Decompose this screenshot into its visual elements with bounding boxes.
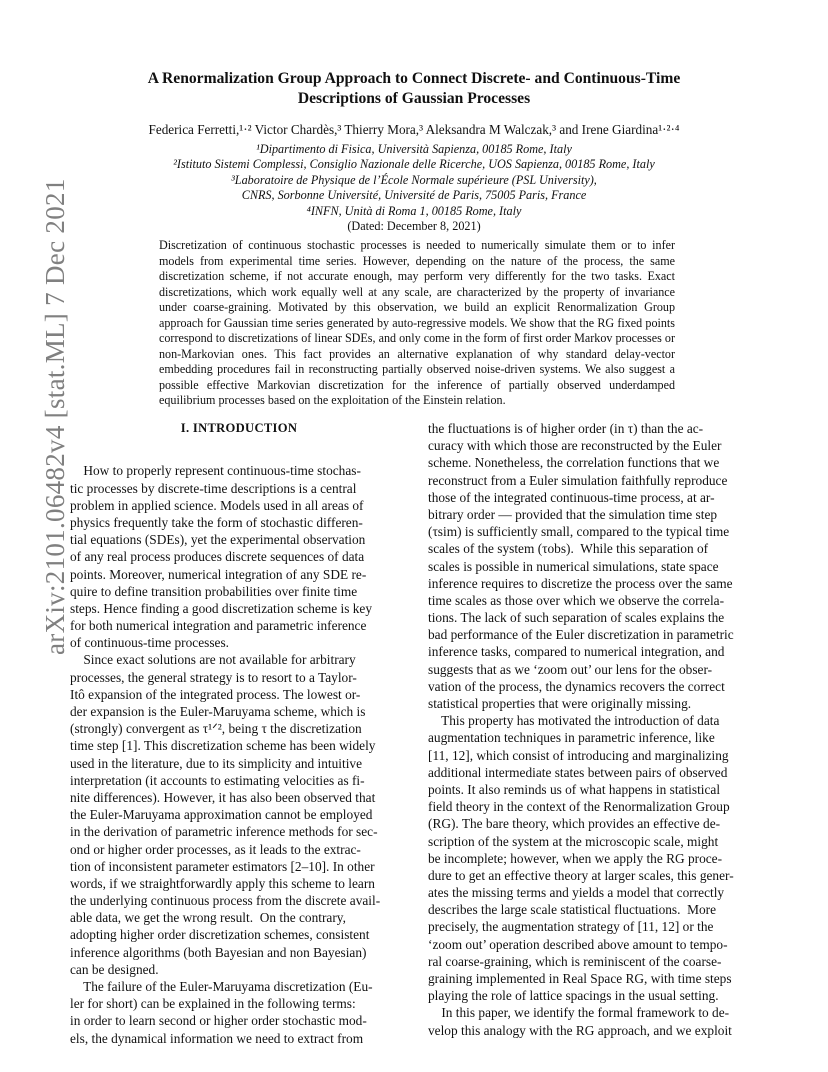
text-line: for both numerical integration and parametric inference — [70, 618, 367, 634]
text-line: able data, we get the wrong result. On the contrary, — [70, 910, 346, 926]
text-line: the Euler-Maruyama approximation cannot be employed — [70, 807, 373, 823]
left-column — [70, 420, 408, 1047]
text-line: inference tasks, compared to numerical integration, and — [428, 644, 725, 660]
affiliation-4: ⁴INFN, Unità di Roma 1, 00185 Rome, Italy — [306, 203, 522, 218]
text-line: This property has motivated the introduction of data — [428, 713, 720, 729]
text-line: der expansion is the Euler-Maruyama scheme, which is — [70, 704, 366, 719]
text-line: field theory in the context of the Renormalization Group — [428, 799, 730, 815]
text-line: The failure of the Euler-Maruyama discretization (Eu- — [70, 979, 373, 994]
text-line: describes the large scale statistical fluctuations. More — [428, 902, 717, 918]
text-line: quire to define transition probabilities over finite time — [70, 583, 358, 599]
text-line: physics frequently take the form of stochastic differen- — [70, 514, 363, 530]
text-line: those of the integrated continuous-time process, at ar- — [428, 489, 715, 505]
right-column — [428, 420, 766, 1039]
text-line: curacy with which those are reconstructed by the Euler — [428, 438, 722, 454]
affiliations — [80, 142, 748, 234]
text-line: scription of the system at the microscopic scale, might — [428, 833, 719, 849]
text-line: can be designed. — [70, 961, 159, 977]
text-line: points. Moreover, numerical integration of any SDE re- — [70, 566, 367, 582]
left-column-body — [70, 462, 408, 1046]
title-line-2: Descriptions of Gaussian Processes — [297, 90, 531, 107]
text-line: tion of inconsistent parameter estimators [2–10]. In other — [70, 858, 375, 874]
text-line: be incomplete; however, when we apply the RG proce- — [428, 850, 723, 866]
date-line: (Dated: December 8, 2021) — [347, 219, 481, 234]
text-line: tic processes by discrete-time descriptions is a central — [70, 480, 357, 496]
text-line: (RG). The bare theory, which provides an effective de- — [428, 816, 721, 832]
text-line: inference algorithms (both Bayesian and non Bayesian) — [70, 944, 367, 960]
text-line: processes, the general strategy is to resort to a Taylor- — [70, 669, 357, 685]
text-line: words, if we straightforwardly apply this scheme to learn — [70, 875, 375, 891]
text-line: els, the dynamical information we need to extract from — [70, 1030, 364, 1046]
text-line: (strongly) convergent as τ¹ᐟ², being τ the discretization — [70, 721, 362, 737]
text-line: ral coarse-graining, which is reminiscent of the coarse- — [428, 953, 722, 969]
text-line: bitrary order — provided that the simulation time step — [428, 506, 718, 522]
text-line: Itô expansion of the integrated process. The lowest or- — [70, 686, 361, 702]
text-line: ler for short) can be explained in the following terms: — [70, 996, 356, 1012]
text-line: [11, 12], which consist of introducing and marginalizing — [428, 747, 729, 763]
text-line: of any real process produces discrete sequences of data — [70, 549, 365, 565]
text-line: used in the literature, due to its simplicity and intuitive — [70, 755, 363, 771]
text-line: inference requires to discretize the process over the same — [428, 575, 733, 591]
text-line: (τsim) is sufficiently small, compared to the typical time — [428, 524, 730, 540]
text-line: reconstruct from a Euler simulation faithfully reproduce — [428, 472, 728, 488]
text-line: ates the missing terms and yields a model that correctly — [428, 885, 725, 901]
paper-title — [70, 69, 758, 109]
right-column-body — [428, 420, 766, 1039]
text-line: graining implemented in Real Space RG, with time steps — [428, 971, 732, 986]
text-line: bad performance of the Euler discretization in parametric — [428, 627, 734, 643]
affiliation-1: ¹Dipartimento di Fisica, Università Sapienza, 00185 Rome, Italy — [256, 142, 572, 156]
text-line: time scales as those over which we observe the correla- — [428, 592, 725, 608]
title-line-1: A Renormalization Group Approach to Connect Discrete- and Continuous-Time — [147, 70, 681, 87]
text-line: suggests that as we ‘zoom out’ our lens for the obser- — [428, 661, 713, 677]
section-heading: I. INTRODUCTION — [180, 421, 298, 435]
text-line: statistical properties that were originally missing. — [428, 696, 692, 711]
text-line: ‘zoom out’ operation described above amount to tempo- — [428, 936, 728, 952]
text-line: points. It also reminds us of what happens in statistical — [428, 781, 721, 797]
text-line: problem in applied science. Models used in all areas of — [70, 497, 364, 513]
text-line: additional intermediate states between pairs of observed — [428, 764, 728, 780]
text-line: interpretation (it accounts to estimating velocities as fi- — [70, 772, 365, 788]
text-line: tions. The lack of such separation of scales explains the — [428, 610, 725, 626]
text-line: nite differences). However, it has also been observed that — [70, 789, 376, 805]
arxiv-identifier: arXiv:2101.06482v4 [stat.ML] 7 Dec 2021 — [40, 178, 70, 655]
text-line: steps. Hence finding a good discretization scheme is key — [70, 600, 373, 616]
text-line: How to properly represent continuous-time stochas- — [70, 463, 361, 479]
text-line: in the derivation of parametric inference methods for sec- — [70, 824, 378, 840]
author-list: Federica Ferretti,¹·² Victor Chardès,³ Thierry Mora,³ Aleksandra M Walczak,³ and Irene Giardina¹·²·⁴ — [148, 122, 680, 137]
text-line: in order to learn second or higher order stochastic mod- — [70, 1013, 367, 1029]
affiliation-2: ²Istituto Sistemi Complessi, Consiglio Nazionale delle Ricerche, UOS Sapienza, 00185 Rome, Italy — [173, 157, 655, 172]
text-line: scheme. Nonetheless, the correlation functions that we — [428, 455, 720, 471]
text-line: scales is possible in numerical simulations, state space — [428, 558, 719, 574]
text-line: the fluctuations is of higher order (in τ) than the ac- — [428, 421, 704, 436]
text-line: adopting higher order discretization schemes, consistent — [70, 927, 370, 943]
text-line: of continuous-time processes. — [70, 635, 229, 651]
text-line: precisely, the augmentation strategy of [11, 12] or the — [428, 919, 714, 935]
text-line: vation of the process, the dynamics recovers the correct — [428, 678, 725, 694]
text-line: velop this analogy with the RG approach, and we exploit — [428, 1022, 732, 1038]
text-line: Since exact solutions are not available for arbitrary — [70, 652, 356, 668]
text-line: dure to get an effective theory at larger scales, this gener- — [428, 867, 734, 883]
text-line: time step [1]. This discretization scheme has been widely — [70, 738, 376, 754]
text-line: In this paper, we identify the formal framework to de- — [428, 1005, 730, 1021]
affiliation-3: ³Laboratoire de Physique de l’École Normale supérieure (PSL University), — [231, 172, 597, 187]
affiliation-3-cont: CNRS, Sorbonne Université, Université de Paris, 75005 Paris, France — [241, 188, 587, 203]
text-line: the underlying continuous process from the discrete avail- — [70, 893, 381, 909]
text-line: tial equations (SDEs), yet the experimental observation — [70, 532, 366, 548]
text-line: playing the role of lattice spacings in the usual setting. — [428, 988, 719, 1004]
text-line: ond or higher order processes, as it leads to the extrac- — [70, 841, 361, 857]
text-line: scales of the system (τobs). While this separation of — [428, 541, 709, 557]
text-line: augmentation techniques in parametric inference, like — [428, 730, 715, 746]
abstract: Discretization of continuous stochastic processes is needed to numerically simulate them or to infer models from experimental time series. However, depending on the nature of the process, the same discretization scheme, if not accurate enough, may perform very differently for the two tasks. Exact discretizations, which work equally well at any scale, are characterized by the property of invariance under coarse-graining. Motivated by this observation, we build an explicit Renormalization Group approach for Gaussian time series generated by auto-regressive models. We show that the RG fixed points correspond to discretizations of linear SDEs, and only come in the form of first order Markov processes or non-Markovian ones. This fact provides an alternative explanation of why standard delay-vector embedding procedures fail in reconstructing partially observed noise-driven systems. We also suggest a possible effective Markovian discretization for the inference of partially observed underdamped equilibrium processes based on the exploitation of the Einstein relation. — [159, 238, 675, 408]
